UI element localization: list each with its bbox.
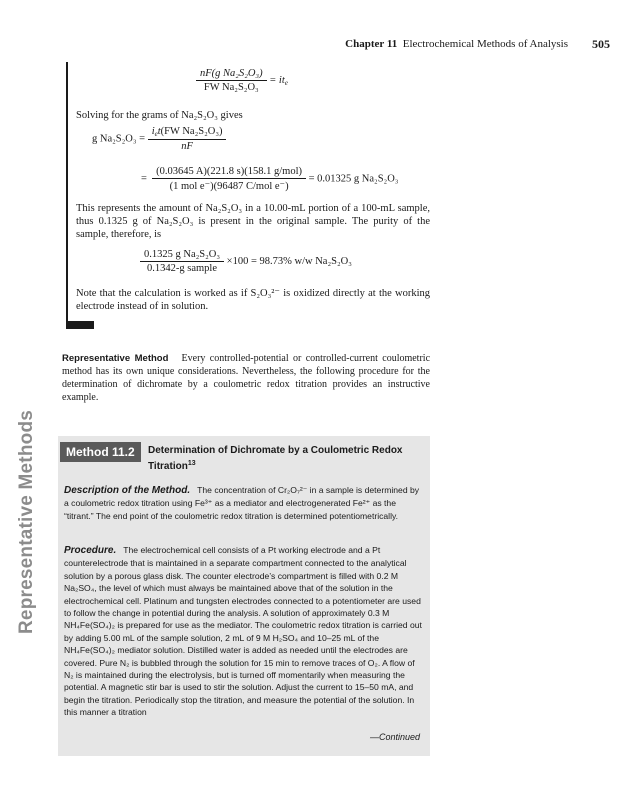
equation-2-fraction (148, 126, 227, 152)
equation-3-numerator: (0.03645 A)(221.8 s)(158.1 g/mol) (152, 166, 306, 179)
equation-1-numerator: nF(g Na₂S₂O₃) (196, 68, 267, 81)
equation-1-denominator: FW Na₂S₂O₃ (203, 82, 259, 93)
equation-2-num-i: i (151, 126, 155, 137)
procedure-body: The electrochemical cell consists of a Pt working electrode and a Pt counterelectrode that is maintained in a separate compartment connected to the analytical solution by a porous glass disk. The counter electrode’s compartment is filled with 0.2 M Na₂SO₄, the level of which must always be maintained above that of the solution in the electrochemical cell. Platinum and tungsten electrodes connected to a potentiometer are used to follow the change in potential during the analysis. A solution of approximately 0.3 M NH₄Fe(SO₄)₂ is prepared for use as the mediator. The coulometric redox titration is carried out by adding 5.00 mL of the sample solution, 2 mL of 9 M H₂SO₄ and 10–25 mL of the NH₄Fe(SO₄)₂ mediator solution. Distilled water is added as needed until the electrodes are covered. Pure N₂ is bubbled through the solution for 15 min to remove traces of O₂. A flow of N₂ is maintained during the electrolysis, but is turned off momentarily when measuring the potential. A magnetic stir bar is used to stir the solution. Adjust the current to 15–50 mA, and begin the titration. Periodically stop the titration, and measure the potential of the solution. In this manner a titration (64, 545, 422, 718)
method-tag: Method 11.2 (60, 442, 141, 462)
equation-2-num-paren: (FW Na₂S₂O₃) (160, 126, 223, 137)
note-paragraph: Note that the calculation is worked as if S₂O₃²⁻ is oxidized directly at the working electrode instead of in solution. (76, 288, 430, 312)
continued-label: —Continued (369, 732, 420, 742)
equation-4-numerator: 0.1325 g Na₂S₂O₃ (140, 249, 224, 262)
method-title (148, 444, 418, 473)
chapter-number: Chapter 11 (345, 38, 398, 50)
method-title-ref: 13 (187, 460, 196, 467)
equation-4-fraction (140, 249, 224, 274)
equation-4 (140, 249, 352, 274)
equation-2-denominator: nF (181, 141, 193, 152)
chapter-heading (345, 38, 568, 50)
equation-1-fraction (196, 68, 267, 93)
representative-method-lead: Representative Method (62, 353, 169, 364)
equation-3 (141, 166, 398, 192)
equation-2-numerator (148, 126, 227, 140)
equation-4-rhs: ×100 = 98.73% w/w Na₂S₂O₃ (226, 255, 352, 267)
equation-3-rhs: = 0.01325 g Na₂S₂O₃ (308, 173, 399, 185)
description-body: The concentration of Cr₂O₇²⁻ in a sample is determined by a coulometric redox titration using Fe³⁺ as a mediator and electrogenerated Fe²⁺ as the “titrant.” The end point of the coulometric redox titration is determined potentiometrically. (64, 485, 420, 521)
equation-2-num-t: t (157, 126, 161, 137)
description-lead: Description of the Method. (64, 485, 191, 496)
equation-1 (196, 68, 288, 93)
equation-2-num-sub: e (154, 130, 158, 138)
equation-3-denominator: (1 mol e⁻)(96487 C/mol e⁻) (169, 181, 289, 192)
example-rule (66, 62, 68, 327)
equation-3-equals: = (141, 173, 147, 185)
procedure-lead: Procedure. (64, 545, 117, 556)
description-paragraph (64, 484, 422, 522)
running-header (0, 38, 640, 58)
equation-2 (92, 126, 226, 152)
side-label: Representative Methods (16, 409, 37, 634)
example-end-marker (66, 321, 94, 329)
equation-1-rhs: = it (269, 74, 285, 86)
representative-method-body: Every controlled-potential or controlled-current coulometric method has its own unique considerations. Nevertheless, the following procedure for the determination of dichromate by a coulometric redox titration provides an instructive example. (62, 353, 431, 403)
equation-4-denominator: 0.1342-g sample (147, 263, 218, 274)
page-number: 505 (592, 37, 610, 51)
equation-1-rhs-sub: e (284, 78, 288, 87)
chapter-title: Electrochemical Methods of Analysis (402, 38, 568, 50)
solving-text: Solving for the grams of Na₂S₂O₃ gives (76, 110, 243, 121)
method-title-text: Determination of Dichromate by a Coulometric Redox Titration (148, 445, 403, 472)
represents-paragraph: This represents the amount of Na₂S₂O₃ in a 10.00-mL portion of a 100-mL sample, thus 0.1325 g of Na₂S₂O₃ is present in the original sample. The purity of the sample, therefore, is (76, 203, 430, 240)
procedure-paragraph (64, 544, 422, 719)
equation-2-lhs: g Na₂S₂O₃ = (92, 133, 146, 145)
representative-method-paragraph (62, 352, 430, 404)
equation-3-fraction (152, 166, 306, 192)
